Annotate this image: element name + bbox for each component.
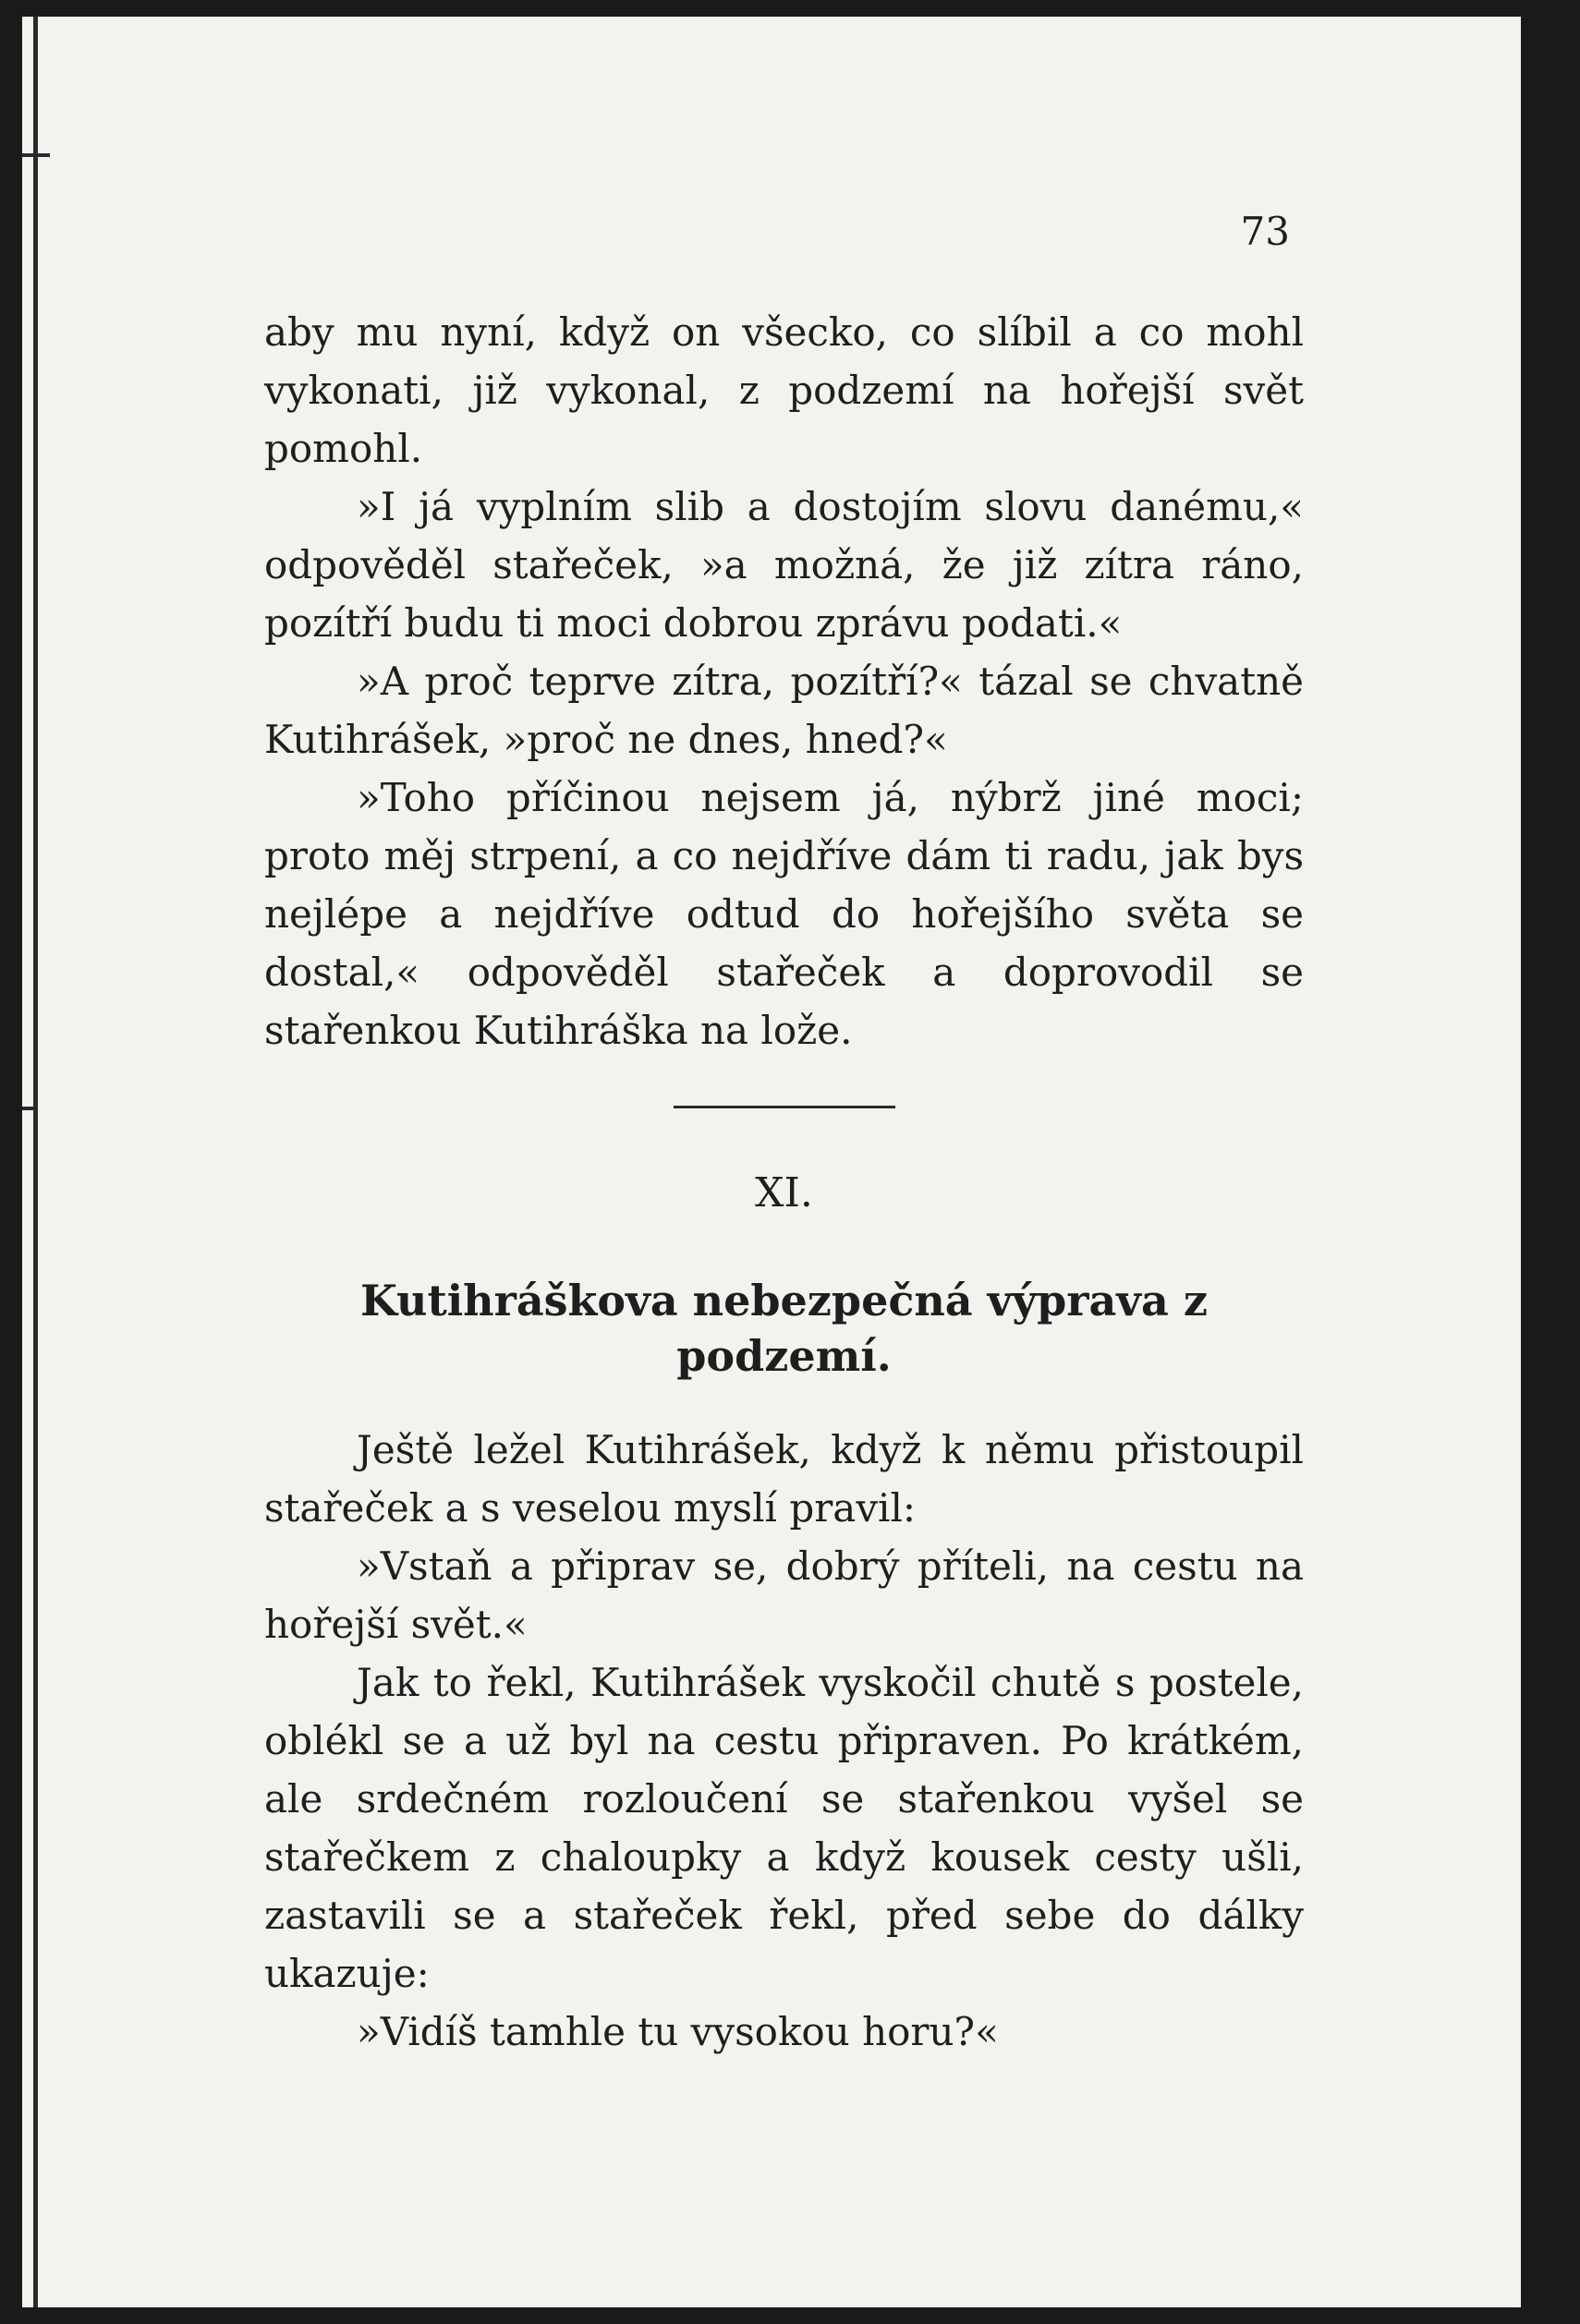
chapter-title: Kutihráškova nebezpečná výprava z podzemí. bbox=[360, 1276, 1208, 1381]
section-divider bbox=[674, 1106, 895, 1108]
spine-tick-mark bbox=[22, 1107, 35, 1110]
page-number: 73 bbox=[1240, 209, 1290, 254]
paragraphs-before-chapter bbox=[264, 303, 1304, 1059]
paragraph: »Vstaň a připrav se, dobrý příteli, na cestu na hořejší svět.« bbox=[264, 1543, 1304, 1647]
paragraph: »Toho příčinou nejsem já, nýbrž jiné moci; proto měj strpení, a co nejdříve dám ti radu, jak bys nejlépe a nejdříve odtud do hořejšího světa se dostal,« odpověděl stařeček a doprovodil se stařenkou Kutihráška na lože. bbox=[264, 775, 1304, 1053]
paragraph: Ještě ležel Kutihrášek, když k němu přistoupil stařeček a s veselou myslí pravil: bbox=[264, 1427, 1304, 1531]
paragraph: »Vidíš tamhle tu vysokou horu?« bbox=[357, 2009, 999, 2054]
paragraph: Jak to řekl, Kutihrášek vyskočil chutě s postele, oblékl se a už byl na cestu připraven. Po krátkém, ale srdečném rozloučení se stařenkou vyšel se stařečkem z chaloupky a když kousek cesty ušli, zastavili se a stařeček řekl, před sebe do dálky ukazuje: bbox=[264, 1660, 1304, 1996]
text-body bbox=[264, 303, 1304, 2061]
page-spine-edge bbox=[33, 17, 38, 2307]
chapter-number: XI. bbox=[755, 1169, 813, 1216]
paragraph: »I já vyplním slib a dostojím slovu danému,« odpověděl stařeček, »a možná, že již zítra ráno, pozítří budu ti moci dobrou zprávu podati.« bbox=[264, 484, 1304, 646]
spine-tick-mark bbox=[22, 153, 50, 157]
book-page bbox=[22, 17, 1521, 2307]
paragraph: aby mu nyní, když on všecko, co slíbil a co mohl vykonati, již vykonal, z podzemí na hořejší svět pomohl. bbox=[264, 309, 1304, 471]
paragraphs-after-chapter bbox=[264, 1421, 1304, 2061]
paragraph: »A proč teprve zítra, pozítří?« tázal se chvatně Kutihrášek, »proč ne dnes, hned?« bbox=[264, 659, 1304, 762]
